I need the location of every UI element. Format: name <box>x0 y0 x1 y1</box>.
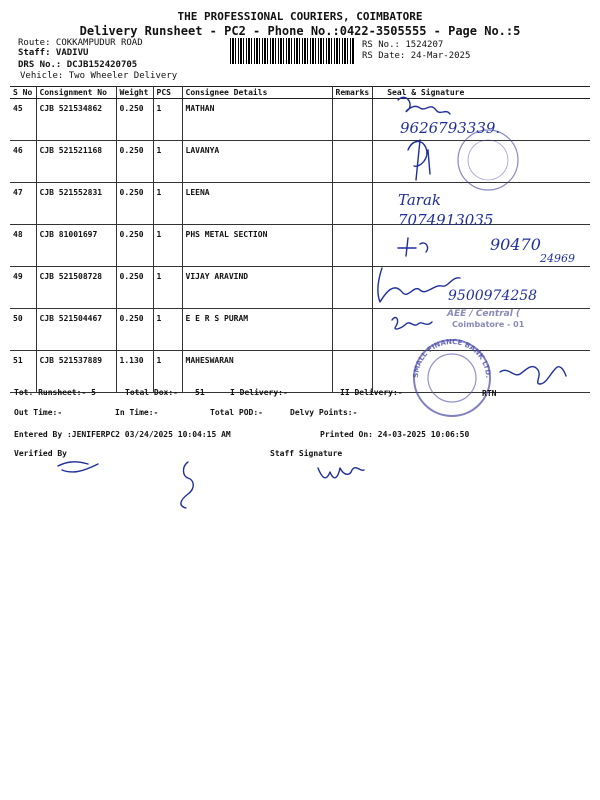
handwritten-name-47: Tarak <box>398 191 441 209</box>
cell-consignment: CJB 521508728 <box>36 267 116 309</box>
cell-pcs: 1 <box>153 183 182 225</box>
signature-45 <box>398 97 450 114</box>
col-weight: Weight <box>116 87 153 99</box>
signature-51 <box>500 367 566 384</box>
total-pod: Total POD:- <box>210 408 263 417</box>
cell-sno: 49 <box>10 267 36 309</box>
rtn-label: RTN <box>482 389 497 398</box>
cell-pcs: 1 <box>153 351 182 393</box>
cell-consignee: PHS METAL SECTION <box>182 225 332 267</box>
runsheet-title: Delivery Runsheet - PC2 - Phone No.:0422-3505555 - Page No.:5 <box>79 24 521 38</box>
staff-signature-mark <box>318 468 364 478</box>
cell-consignee: LAVANYA <box>182 141 332 183</box>
cell-sno: 48 <box>10 225 36 267</box>
cell-weight: 1.130 <box>116 351 153 393</box>
cell-consignee: VIJAY ARAVIND <box>182 267 332 309</box>
printed-on: Printed On: 24-03-2025 10:06:50 <box>320 430 470 439</box>
total-dox-value: 51 <box>195 388 205 397</box>
cell-consignee: LEENA <box>182 183 332 225</box>
handwritten-num-48b: 24969 <box>540 252 575 265</box>
cell-weight: 0.250 <box>116 267 153 309</box>
total-dox-label: Total Dox:- <box>125 388 178 397</box>
col-seal: Seal & Signature <box>373 87 590 99</box>
company-title: THE PROFESSIONAL COURIERS, COIMBATORE <box>177 10 423 23</box>
cell-sno: 45 <box>10 99 36 141</box>
route-label: Route: COKKAMPUDUR ROAD <box>18 38 143 48</box>
cell-weight: 0.250 <box>116 99 153 141</box>
cell-pcs: 1 <box>153 309 182 351</box>
entered-by: Entered By :JENIFERPC2 03/24/2025 10:04:15 AM <box>14 430 231 439</box>
cell-weight: 0.250 <box>116 141 153 183</box>
svg-text:SMALL FINANCE BANK LTD.: SMALL FINANCE BANK LTD. <box>411 337 493 379</box>
rs-number: RS No.: 1524207 <box>362 40 444 50</box>
drs-number: DRS No.: DCJB152420705 <box>18 60 138 70</box>
handwritten-phone-45: 9626793339. <box>400 119 501 137</box>
cell-consignment: CJB 521504467 <box>36 309 116 351</box>
col-remarks: Remarks <box>332 87 373 99</box>
signature-46 <box>408 140 430 180</box>
col-consignment: Consignment No <box>36 87 116 99</box>
i-delivery: I Delivery:- <box>230 388 288 397</box>
staff-signature-label: Staff Signature <box>270 449 343 458</box>
cell-consignee: MATHAN <box>182 99 332 141</box>
out-time: Out Time:- <box>14 408 63 417</box>
cell-consignment: CJB 521521168 <box>36 141 116 183</box>
handwritten-phone-47: 7074913035 <box>398 211 494 229</box>
staff-label: Staff: VADIVU <box>18 48 89 58</box>
handwritten-phone-49: 9500974258 <box>448 288 538 304</box>
cell-consignment: CJB 521534862 <box>36 99 116 141</box>
stamp-50-line1: AEE / Central ( <box>447 309 521 319</box>
verified-by: Verified By <box>14 449 67 458</box>
total-runsheet: Tot. Runsheet:- 5 <box>14 388 96 397</box>
col-sno: S No <box>10 87 36 99</box>
delvy-points: Delvy Points:- <box>290 408 358 417</box>
cell-consignment: CJB 521552831 <box>36 183 116 225</box>
verified-scribble <box>181 462 193 508</box>
stamp-50-line2: Coimbatore - 01 <box>452 320 525 329</box>
cell-consignee: MAHESWARAN <box>182 351 332 393</box>
cell-consignment: CJB 81001697 <box>36 225 116 267</box>
vehicle-label: Vehicle: Two Wheeler Delivery <box>20 71 178 81</box>
signature-48 <box>398 238 428 256</box>
round-stamp-46 <box>458 130 518 190</box>
cell-consignee: E E R S PURAM <box>182 309 332 351</box>
cell-pcs: 1 <box>153 141 182 183</box>
cell-sno: 47 <box>10 183 36 225</box>
cell-sno: 46 <box>10 141 36 183</box>
cell-weight: 0.250 <box>116 309 153 351</box>
col-consignee: Consignee Details <box>182 87 332 99</box>
cell-weight: 0.250 <box>116 183 153 225</box>
cell-weight: 0.250 <box>116 225 153 267</box>
signature-50 <box>392 318 432 330</box>
handwritten-num-48: 90470 <box>490 235 541 254</box>
cell-pcs: 1 <box>153 225 182 267</box>
cell-pcs: 1 <box>153 267 182 309</box>
ii-delivery: II Delivery:- <box>340 388 403 397</box>
rs-date: RS Date: 24-Mar-2025 <box>362 51 471 61</box>
cell-pcs: 1 <box>153 99 182 141</box>
in-time: In Time:- <box>115 408 159 417</box>
verified-signature <box>58 462 98 472</box>
bank-stamp-51 <box>412 338 492 416</box>
col-pcs: PCS <box>153 87 182 99</box>
cell-sno: 51 <box>10 351 36 393</box>
cell-consignment: CJB 521537889 <box>36 351 116 393</box>
cell-sno: 50 <box>10 309 36 351</box>
